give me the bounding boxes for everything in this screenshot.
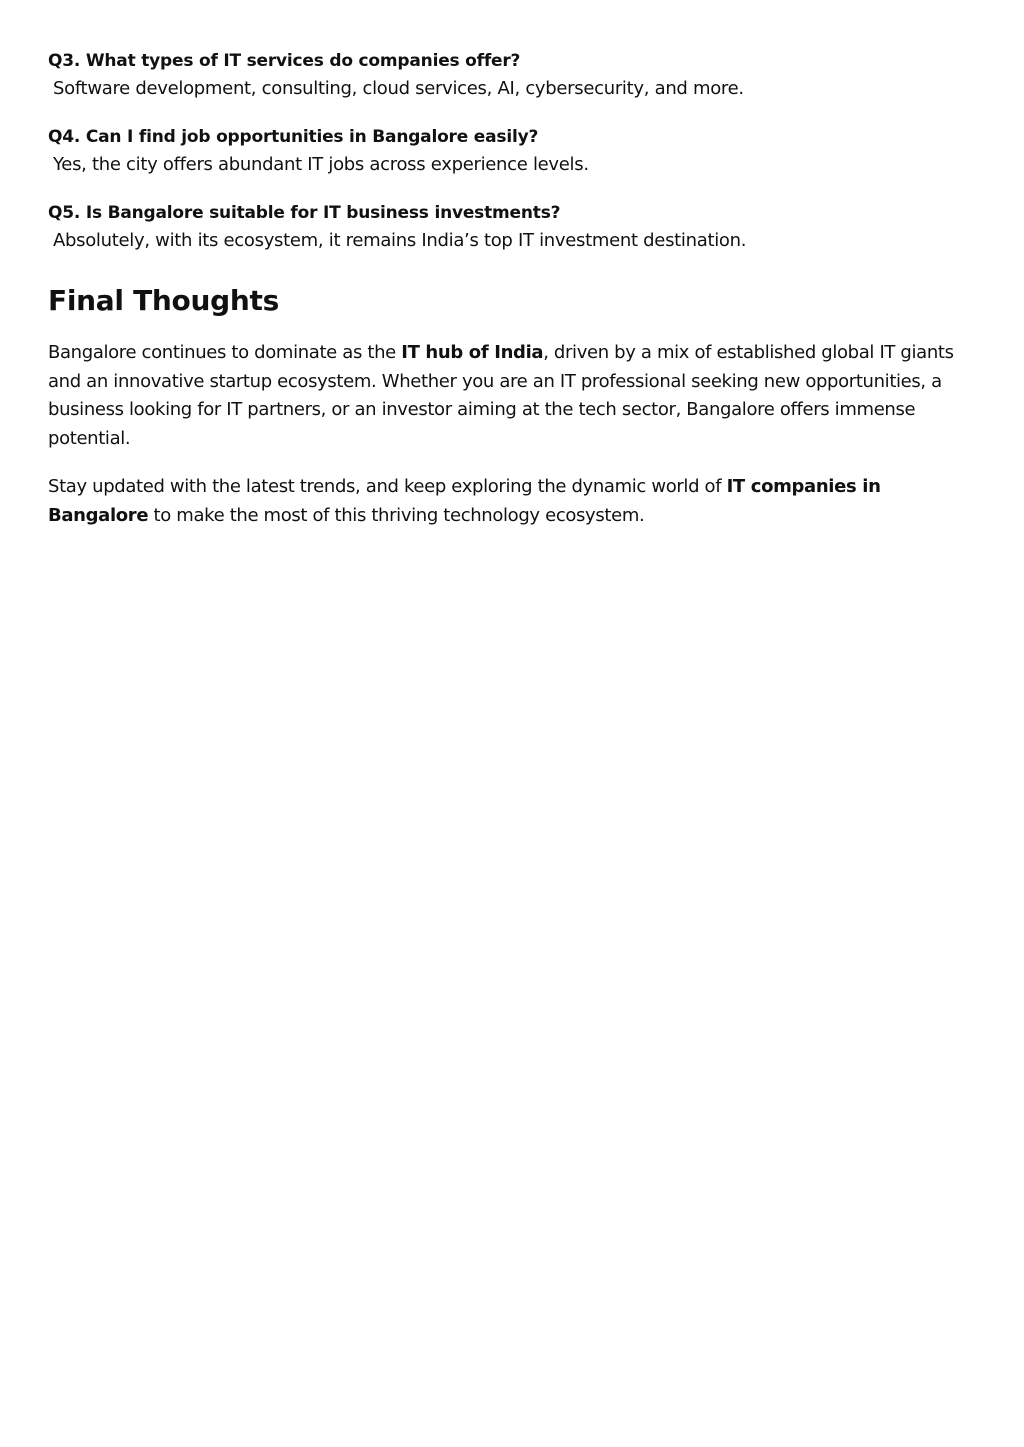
faq-item-q4 (48, 123, 976, 179)
faq-answer: Absolutely, with its ecosystem, it remains India’s top IT investment destination. (53, 230, 747, 251)
faq-question: Q3. What types of IT services do companies offer? (48, 51, 521, 71)
text-run: to make the most of this thriving technology ecosystem. (148, 504, 645, 526)
faq-question: Q5. Is Bangalore suitable for IT business investments? (48, 203, 561, 223)
final-thoughts-paragraph-2 (48, 473, 976, 530)
faq-answer: Yes, the city offers abundant IT jobs across experience levels. (53, 154, 589, 175)
faq-item-q5 (48, 199, 976, 255)
bold-text-run: IT hub of India (401, 342, 544, 363)
section-title-final-thoughts: Final Thoughts (48, 284, 279, 317)
text-run: , driven by a mix of established global IT giants and an innovative startup ecosystem. Whether you are an IT professional seeking new opportunities, a business looking for IT partners, or an investor aiming at the tech sector, Bangalore offers immense potential. (48, 342, 954, 449)
faq-item-q3 (48, 47, 976, 103)
final-thoughts-paragraph-1 (48, 339, 976, 453)
text-run: Stay updated with the latest trends, and keep exploring the dynamic world of (48, 476, 727, 497)
faq-answer: Software development, consulting, cloud services, AI, cybersecurity, and more. (53, 78, 744, 99)
text-run: Bangalore continues to dominate as the (48, 342, 402, 363)
faq-question: Q4. Can I find job opportunities in Bangalore easily? (48, 127, 539, 147)
bold-text-run: IT companies in Bangalore (48, 476, 881, 526)
